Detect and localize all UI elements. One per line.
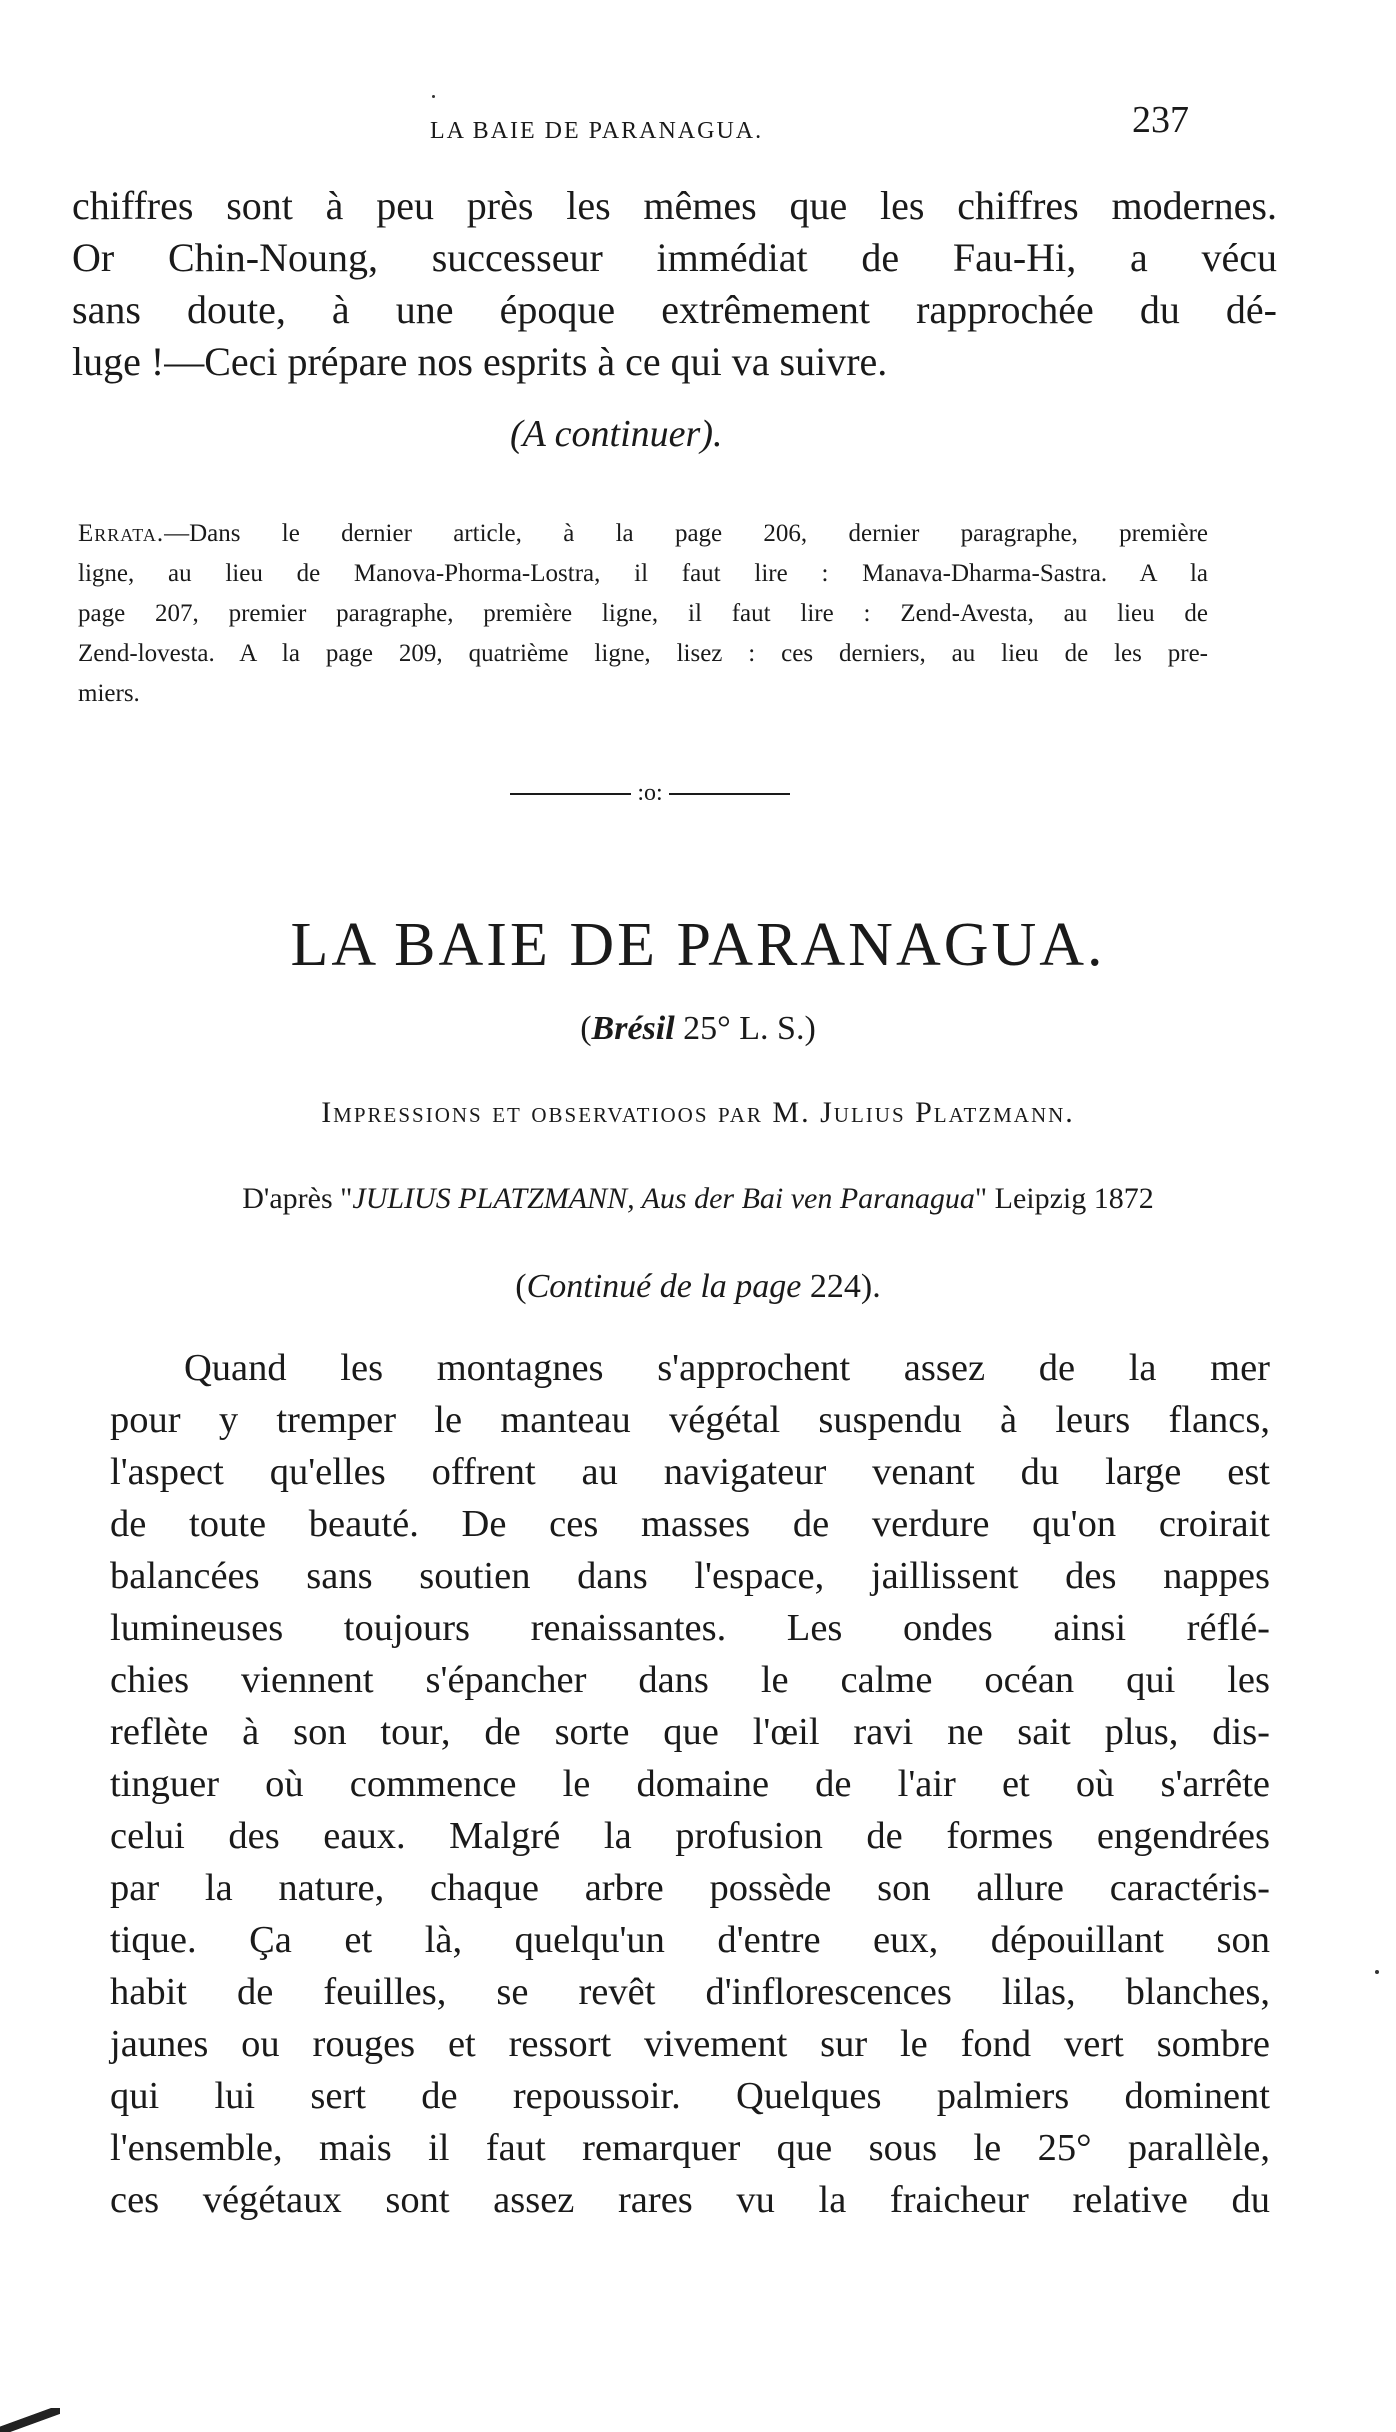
divider-rule-left — [510, 793, 631, 795]
text-line: l'aspect qu'elles offrent au navigateur venant du large est — [110, 1451, 1270, 1493]
text-line: lumineuses toujours renaissantes. Les ondes ainsi réflé- — [110, 1607, 1270, 1649]
text-line: jaunes ou rouges et ressort vivement sur le fond vert sombre — [110, 2023, 1270, 2065]
article-location: (Brésil 25° L. S.) — [580, 1010, 816, 1047]
text-line: habit de feuilles, se revêt d'inflorescences lilas, blanches, — [110, 1971, 1270, 2013]
divider-rule-right — [669, 793, 790, 795]
text-line: tinguer où commence le domaine de l'air et où s'arrête — [110, 1763, 1270, 1805]
text-line: Quand les montagnes s'approchent assez de la mer — [184, 1347, 1270, 1389]
section-divider — [510, 780, 790, 807]
source-suffix: " Leipzig 1872 — [974, 1182, 1154, 1215]
errata-line: page 207, premier paragraphe, première ligne, il faut lire : Zend-Avesta, au lieu de — [78, 600, 1208, 627]
scan-speck — [432, 95, 435, 98]
errata-line: ligne, au lieu de Manova-Phorma-Lostra, il faut lire : Manava-Dharma-Sastra. A la — [78, 560, 1208, 587]
text-line: reflète à son tour, de sorte que l'œil ravi ne sait plus, dis- — [110, 1711, 1270, 1753]
article-paragraph — [110, 1342, 1270, 2226]
location-country: Brésil — [591, 1010, 675, 1047]
article-source — [0, 1182, 1396, 1216]
text-line: chies viennent s'épancher dans le calme océan qui les — [110, 1659, 1270, 1701]
errata-line: Zend-lovesta. A la page 209, quatrième ligne, lisez : ces derniers, au lieu de les pre- — [78, 640, 1208, 667]
to-be-continued-note: (A continuer). — [510, 413, 723, 455]
scan-corner-mark — [0, 2408, 60, 2432]
errata-line: miers. — [78, 680, 140, 707]
scan-speck — [1375, 1970, 1379, 1974]
text-line: de toute beauté. De ces masses de verdure qu'on croirait — [110, 1503, 1270, 1545]
text-line: Or Chin-Noung, successeur immédiat de Fau-Hi, a vécu — [72, 235, 1277, 280]
text-line: chiffres sont à peu près les mêmes que les chiffres modernes. — [72, 183, 1277, 228]
continued-from-note: (Continué de la page 224). — [515, 1268, 881, 1305]
intro-paragraph — [72, 180, 1277, 388]
text-line: ces végétaux sont assez rares vu la fraicheur relative du — [110, 2179, 1270, 2221]
errata-note — [78, 514, 1208, 714]
text-line: sans doute, à une époque extrêmement rapprochée du dé- — [72, 287, 1277, 332]
text-line: par la nature, chaque arbre possède son allure caractéris- — [110, 1867, 1270, 1909]
divider-ornament: :o: — [637, 780, 663, 806]
errata-label: Errata. — [78, 520, 165, 547]
location-latitude: 25° L. S.) — [683, 1010, 816, 1047]
text-line: balancées sans soutien dans l'espace, jaillissent des nappes — [110, 1555, 1270, 1597]
errata-line — [78, 514, 1208, 554]
text-line: tique. Ça et là, quelqu'un d'entre eux, dépouillant son — [110, 1919, 1270, 1961]
continued-label: Continué de la page — [526, 1268, 802, 1305]
running-title: LA BAIE DE PARANAGUA. — [430, 118, 764, 144]
text-line: pour y tremper le manteau végétal suspendu à leurs flancs, — [110, 1399, 1270, 1441]
continued-page: 224). — [809, 1268, 881, 1305]
source-title: JULIUS PLATZMANN, Aus der Bai ven Paranagua — [352, 1182, 975, 1215]
article-title: LA BAIE DE PARANAGUA. — [290, 911, 1106, 979]
article-byline: Impressions et observatioos par M. Julius Platzmann. — [321, 1096, 1075, 1129]
text-line: celui des eaux. Malgré la profusion de formes engendrées — [110, 1815, 1270, 1857]
text-line: qui lui sert de repoussoir. Quelques palmiers dominent — [110, 2075, 1270, 2117]
source-prefix: D'après " — [242, 1182, 353, 1215]
errata-line-text: —Dans le dernier article, à la page 206, dernier paragraphe, première — [164, 520, 1208, 547]
text-line: luge !—Ceci prépare nos esprits à ce qui va suivre. — [72, 339, 888, 384]
text-line: l'ensemble, mais il faut remarquer que sous le 25° parallèle, — [110, 2127, 1270, 2169]
page-number: 237 — [1132, 99, 1189, 141]
